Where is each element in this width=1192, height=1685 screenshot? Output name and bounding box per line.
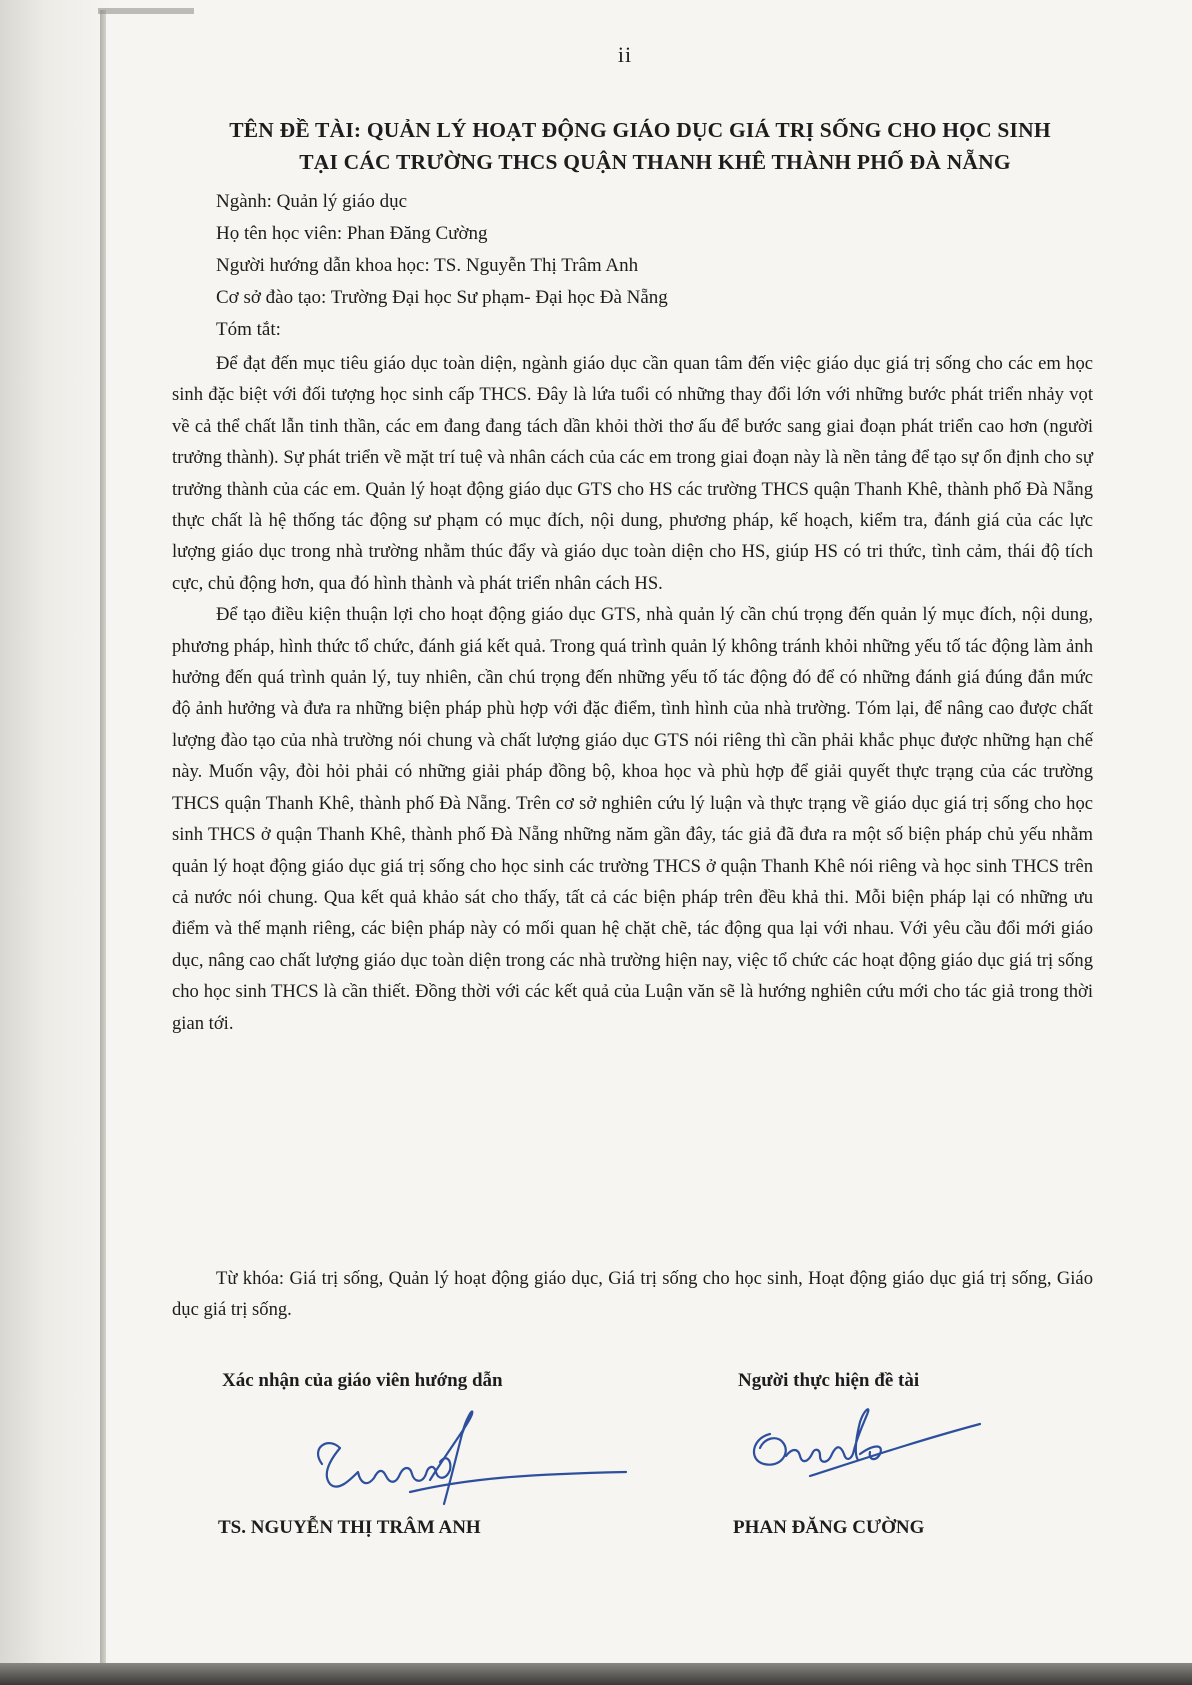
keywords-paragraph: Từ khóa: Giá trị sống, Quản lý hoạt động giáo dục, Giá trị sống cho học sinh, Hoạt động giáo dục giá trị sống, Giáo dục giá trị sống. xyxy=(172,1268,1093,1321)
abstract-body xyxy=(172,348,1093,1039)
keywords-section xyxy=(172,1263,1093,1326)
author-signature xyxy=(740,1398,990,1498)
scan-binding-shadow xyxy=(0,0,112,1685)
advisor-signature xyxy=(300,1408,630,1518)
abstract-paragraph-2: Để tạo điều kiện thuận lợi cho hoạt động giáo dục GTS, nhà quản lý cần chú trọng đến quản lý mục đích, nội dung, phương pháp, hình thức tổ chức, đánh giá kết quả. Trong quá trình quản lý không tránh khỏi những yếu tố tác động làm ảnh hưởng đến quá trình quản lý, tuy nhiên, cần chú trọng đến những yếu tố tác động đó để có những đánh giá đúng đắn mức độ ảnh hưởng và đưa ra những biện pháp phù hợp với đặc điểm, tình hình của nhà trường. Tóm lại, để nâng cao được chất lượng đào tạo của nhà trường nói chung và chất lượng giáo dục GTS nói riêng thì cần phải khắc phục được những hạn chế này. Muốn vậy, đòi hỏi phải có những giải pháp đồng bộ, khoa học và phù hợp để giải quyết thực trạng của các trường THCS quận Thanh Khê, thành phố Đà Nẵng. Trên cơ sở nghiên cứu lý luận và thực trạng về giáo dục giá trị sống cho học sinh THCS ở quận Thanh Khê, thành phố Đà Nẵng những năm gần đây, tác giả đã đưa ra một số biện pháp chủ yếu nhằm quản lý hoạt động giáo dục giá trị sống cho học sinh các trường THCS ở quận Thanh Khê nói riêng và học sinh THCS trên cả nước nói chung. Qua kết quả khảo sát cho thấy, tất cả các biện pháp trên đều khả thi. Mỗi biện pháp lại có những ưu điểm và thế mạnh riêng, các biện pháp này có mối quan hệ chặt chẽ, tác động qua lại với nhau. Với yêu cầu đổi mới giáo dục, nâng cao chất lượng giáo dục toàn diện trong các nhà trường hiện nay, việc tổ chức các hoạt động giáo dục giá trị sống cho học sinh THCS là cần thiết. Đồng thời với các kết quả của Luận văn sẽ là hướng nghiên cứu mới cho tác giả trong thời gian tới. xyxy=(172,604,1093,1034)
student-line: Họ tên học viên: Phan Đăng Cường xyxy=(216,223,488,244)
scan-binding-edge xyxy=(100,10,106,1670)
thesis-title xyxy=(172,114,1108,178)
advisor-line: Người hướng dẫn khoa học: TS. Nguyễn Thị Trâm Anh xyxy=(216,255,639,276)
author-heading: Người thực hiện đề tài xyxy=(738,1370,920,1391)
thesis-title-line-2: TẠI CÁC TRƯỜNG THCS QUẬN THANH KHÊ THÀNH PHỐ ĐÀ NẴNG xyxy=(299,150,1011,174)
abstract-paragraph-1: Để đạt đến mục tiêu giáo dục toàn diện, ngành giáo dục cần quan tâm đến việc giáo dục giá trị sống cho các em học sinh đặc biệt với đối tượng học sinh cấp THCS. Đây là lứa tuổi có những thay đổi lớn với những bước phát triển nhảy vọt về cả thể chất lẫn tinh thần, các em đang đang tách dần khỏi thời thơ ấu để bước sang giai đoạn phát triển cao hơn (người trưởng thành). Sự phát triển về mặt trí tuệ và nhân cách của các em trong giai đoạn này là nền tảng để tạo sự ổn định cho sự trưởng thành của các em. Quản lý hoạt động giáo dục GTS cho HS các trường THCS quận Thanh Khê, thành phố Đà Nẵng thực chất là hệ thống tác động sư phạm có mục đích, nội dung, phương pháp, kế hoạch, kiểm tra, đánh giá của các lực lượng giáo dục trong nhà trường nhằm thúc đẩy và giáo dục toàn diện cho HS, giúp HS có tri thức, tình cảm, thái độ tích cực, chủ động hơn, qua đó hình thành và phát triển nhân cách HS. xyxy=(172,353,1093,594)
page-number: ii xyxy=(617,42,633,67)
institution-line: Cơ sở đào tạo: Trường Đại học Sư phạm- Đại học Đà Nẵng xyxy=(216,287,668,308)
author-name: PHAN ĐĂNG CƯỜNG xyxy=(733,1517,925,1538)
scan-bottom-edge xyxy=(0,1663,1192,1685)
summary-label: Tóm tắt: xyxy=(216,319,281,340)
thesis-metadata xyxy=(216,186,1096,346)
advisor-confirmation-heading: Xác nhận của giáo viên hướng dẫn xyxy=(222,1370,503,1391)
thesis-title-line-1: TÊN ĐỀ TÀI: QUẢN LÝ HOẠT ĐỘNG GIÁO DỤC GIÁ TRỊ SỐNG CHO HỌC SINH xyxy=(229,118,1051,142)
advisor-name: TS. NGUYỄN THỊ TRÂM ANH xyxy=(218,1517,481,1538)
scan-corner-mark xyxy=(98,8,194,14)
major-line: Ngành: Quản lý giáo dục xyxy=(216,191,408,212)
